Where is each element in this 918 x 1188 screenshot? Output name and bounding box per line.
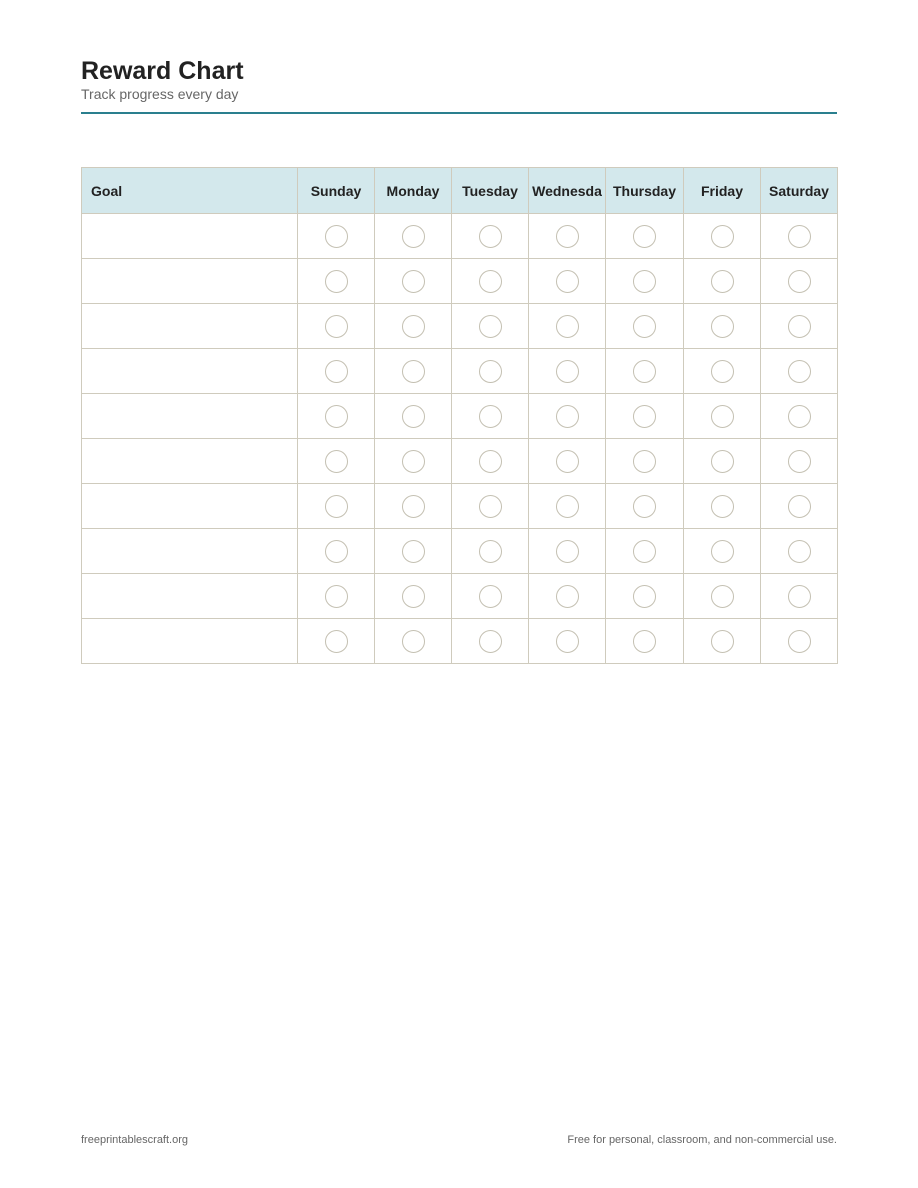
- day-cell-sunday: [298, 619, 375, 664]
- table-row: [82, 574, 838, 619]
- empty-circle-icon[interactable]: [633, 495, 656, 518]
- table-row: [82, 484, 838, 529]
- day-cell-wednesday: [529, 574, 606, 619]
- day-cell-wednesday: [529, 394, 606, 439]
- empty-circle-icon[interactable]: [325, 270, 348, 293]
- empty-circle-icon[interactable]: [479, 495, 502, 518]
- empty-circle-icon[interactable]: [556, 225, 579, 248]
- day-cell-tuesday: [452, 349, 529, 394]
- day-cell-thursday: [606, 304, 684, 349]
- day-cell-monday: [375, 259, 452, 304]
- goal-cell[interactable]: [82, 394, 298, 439]
- day-cell-tuesday: [452, 394, 529, 439]
- day-cell-monday: [375, 484, 452, 529]
- empty-circle-icon[interactable]: [402, 360, 425, 383]
- empty-circle-icon[interactable]: [402, 225, 425, 248]
- day-cell-monday: [375, 574, 452, 619]
- goal-cell[interactable]: [82, 484, 298, 529]
- empty-circle-icon[interactable]: [633, 225, 656, 248]
- day-cell-tuesday: [452, 214, 529, 259]
- empty-circle-icon[interactable]: [402, 405, 425, 428]
- day-cell-friday: [684, 439, 761, 484]
- day-cell-friday: [684, 484, 761, 529]
- empty-circle-icon[interactable]: [402, 270, 425, 293]
- empty-circle-icon[interactable]: [479, 540, 502, 563]
- day-cell-saturday: [761, 259, 838, 304]
- empty-circle-icon[interactable]: [402, 450, 425, 473]
- day-cell-friday: [684, 214, 761, 259]
- day-cell-wednesday: [529, 529, 606, 574]
- empty-circle-icon[interactable]: [556, 495, 579, 518]
- empty-circle-icon[interactable]: [633, 585, 656, 608]
- day-cell-saturday: [761, 529, 838, 574]
- day-cell-wednesday: [529, 439, 606, 484]
- day-cell-saturday: [761, 439, 838, 484]
- header-row: [82, 168, 838, 214]
- day-cell-tuesday: [452, 574, 529, 619]
- day-cell-friday: [684, 259, 761, 304]
- empty-circle-icon[interactable]: [556, 540, 579, 563]
- day-cell-thursday: [606, 574, 684, 619]
- goal-cell[interactable]: [82, 619, 298, 664]
- goal-cell[interactable]: [82, 439, 298, 484]
- empty-circle-icon[interactable]: [556, 585, 579, 608]
- empty-circle-icon[interactable]: [402, 495, 425, 518]
- empty-circle-icon[interactable]: [711, 495, 734, 518]
- day-cell-thursday: [606, 349, 684, 394]
- empty-circle-icon[interactable]: [633, 450, 656, 473]
- day-cell-tuesday: [452, 529, 529, 574]
- table-row: [82, 529, 838, 574]
- empty-circle-icon[interactable]: [325, 540, 348, 563]
- day-cell-thursday: [606, 394, 684, 439]
- day-cell-thursday: [606, 259, 684, 304]
- empty-circle-icon[interactable]: [556, 450, 579, 473]
- empty-circle-icon[interactable]: [711, 630, 734, 653]
- empty-circle-icon[interactable]: [788, 315, 811, 338]
- page-header: [81, 56, 837, 114]
- empty-circle-icon[interactable]: [402, 540, 425, 563]
- empty-circle-icon[interactable]: [711, 315, 734, 338]
- empty-circle-icon[interactable]: [633, 540, 656, 563]
- day-header-friday: Friday: [684, 168, 761, 214]
- empty-circle-icon[interactable]: [788, 450, 811, 473]
- day-header-saturday: Saturday: [761, 168, 838, 214]
- day-cell-thursday: [606, 619, 684, 664]
- table-row: [82, 304, 838, 349]
- day-cell-sunday: [298, 529, 375, 574]
- day-cell-tuesday: [452, 484, 529, 529]
- footer-license: Free for personal, classroom, and non-commercial use.: [567, 1134, 837, 1146]
- day-cell-monday: [375, 304, 452, 349]
- empty-circle-icon[interactable]: [402, 585, 425, 608]
- day-cell-thursday: [606, 214, 684, 259]
- day-cell-tuesday: [452, 304, 529, 349]
- day-header-tuesday: Tuesday: [452, 168, 529, 214]
- empty-circle-icon[interactable]: [556, 405, 579, 428]
- day-cell-sunday: [298, 259, 375, 304]
- empty-circle-icon[interactable]: [479, 360, 502, 383]
- day-cell-saturday: [761, 574, 838, 619]
- empty-circle-icon[interactable]: [479, 315, 502, 338]
- empty-circle-icon[interactable]: [633, 405, 656, 428]
- empty-circle-icon[interactable]: [479, 405, 502, 428]
- empty-circle-icon[interactable]: [325, 585, 348, 608]
- empty-circle-icon[interactable]: [711, 540, 734, 563]
- day-cell-monday: [375, 214, 452, 259]
- page-title: Reward Chart: [81, 57, 244, 85]
- empty-circle-icon[interactable]: [325, 630, 348, 653]
- empty-circle-icon[interactable]: [479, 585, 502, 608]
- empty-circle-icon[interactable]: [325, 495, 348, 518]
- day-header-wednesday: Wednesda: [529, 168, 606, 214]
- day-cell-friday: [684, 619, 761, 664]
- goal-column-header: Goal: [82, 168, 298, 214]
- empty-circle-icon[interactable]: [556, 270, 579, 293]
- day-cell-wednesday: [529, 214, 606, 259]
- reward-chart-table: [81, 167, 838, 664]
- empty-circle-icon[interactable]: [711, 585, 734, 608]
- goal-cell[interactable]: [82, 349, 298, 394]
- empty-circle-icon[interactable]: [788, 495, 811, 518]
- goal-cell[interactable]: [82, 214, 298, 259]
- day-cell-thursday: [606, 484, 684, 529]
- page-subtitle: Track progress every day: [81, 86, 239, 102]
- chart-body: [82, 214, 838, 664]
- day-cell-saturday: [761, 619, 838, 664]
- day-cell-monday: [375, 439, 452, 484]
- table-row: [82, 394, 838, 439]
- day-cell-tuesday: [452, 439, 529, 484]
- day-cell-tuesday: [452, 619, 529, 664]
- day-cell-monday: [375, 349, 452, 394]
- day-cell-wednesday: [529, 619, 606, 664]
- empty-circle-icon[interactable]: [788, 270, 811, 293]
- empty-circle-icon[interactable]: [325, 360, 348, 383]
- goal-cell[interactable]: [82, 574, 298, 619]
- empty-circle-icon[interactable]: [711, 360, 734, 383]
- day-cell-sunday: [298, 394, 375, 439]
- empty-circle-icon[interactable]: [325, 225, 348, 248]
- empty-circle-icon[interactable]: [711, 405, 734, 428]
- footer-site: freeprintablescraft.org: [81, 1134, 188, 1146]
- empty-circle-icon[interactable]: [479, 630, 502, 653]
- day-cell-wednesday: [529, 259, 606, 304]
- day-cell-sunday: [298, 214, 375, 259]
- empty-circle-icon[interactable]: [711, 225, 734, 248]
- day-cell-friday: [684, 574, 761, 619]
- day-cell-friday: [684, 529, 761, 574]
- day-cell-saturday: [761, 304, 838, 349]
- table-row: [82, 349, 838, 394]
- day-cell-sunday: [298, 574, 375, 619]
- empty-circle-icon[interactable]: [711, 450, 734, 473]
- day-cell-wednesday: [529, 484, 606, 529]
- empty-circle-icon[interactable]: [479, 270, 502, 293]
- day-cell-saturday: [761, 484, 838, 529]
- empty-circle-icon[interactable]: [788, 630, 811, 653]
- empty-circle-icon[interactable]: [633, 270, 656, 293]
- table-row: [82, 214, 838, 259]
- day-cell-tuesday: [452, 259, 529, 304]
- empty-circle-icon[interactable]: [788, 585, 811, 608]
- empty-circle-icon[interactable]: [325, 405, 348, 428]
- day-cell-friday: [684, 304, 761, 349]
- day-cell-friday: [684, 394, 761, 439]
- empty-circle-icon[interactable]: [479, 450, 502, 473]
- empty-circle-icon[interactable]: [788, 405, 811, 428]
- day-cell-wednesday: [529, 349, 606, 394]
- table-row: [82, 439, 838, 484]
- empty-circle-icon[interactable]: [788, 225, 811, 248]
- day-cell-saturday: [761, 349, 838, 394]
- empty-circle-icon[interactable]: [402, 630, 425, 653]
- day-header-monday: Monday: [375, 168, 452, 214]
- table-row: [82, 259, 838, 304]
- day-cell-friday: [684, 349, 761, 394]
- day-cell-sunday: [298, 484, 375, 529]
- day-cell-sunday: [298, 304, 375, 349]
- goal-cell[interactable]: [82, 529, 298, 574]
- empty-circle-icon[interactable]: [633, 315, 656, 338]
- empty-circle-icon[interactable]: [788, 540, 811, 563]
- day-cell-saturday: [761, 394, 838, 439]
- empty-circle-icon[interactable]: [556, 630, 579, 653]
- empty-circle-icon[interactable]: [402, 315, 425, 338]
- empty-circle-icon[interactable]: [556, 315, 579, 338]
- day-header-sunday: Sunday: [298, 168, 375, 214]
- day-cell-monday: [375, 619, 452, 664]
- day-cell-sunday: [298, 349, 375, 394]
- empty-circle-icon[interactable]: [325, 450, 348, 473]
- empty-circle-icon[interactable]: [633, 360, 656, 383]
- day-cell-monday: [375, 394, 452, 439]
- day-cell-monday: [375, 529, 452, 574]
- day-cell-thursday: [606, 529, 684, 574]
- goal-cell[interactable]: [82, 304, 298, 349]
- empty-circle-icon[interactable]: [325, 315, 348, 338]
- day-header-thursday: Thursday: [606, 168, 684, 214]
- day-cell-saturday: [761, 214, 838, 259]
- day-cell-wednesday: [529, 304, 606, 349]
- goal-cell[interactable]: [82, 259, 298, 304]
- day-cell-sunday: [298, 439, 375, 484]
- day-cell-thursday: [606, 439, 684, 484]
- empty-circle-icon[interactable]: [479, 225, 502, 248]
- empty-circle-icon[interactable]: [633, 630, 656, 653]
- empty-circle-icon[interactable]: [788, 360, 811, 383]
- empty-circle-icon[interactable]: [711, 270, 734, 293]
- empty-circle-icon[interactable]: [556, 360, 579, 383]
- table-row: [82, 619, 838, 664]
